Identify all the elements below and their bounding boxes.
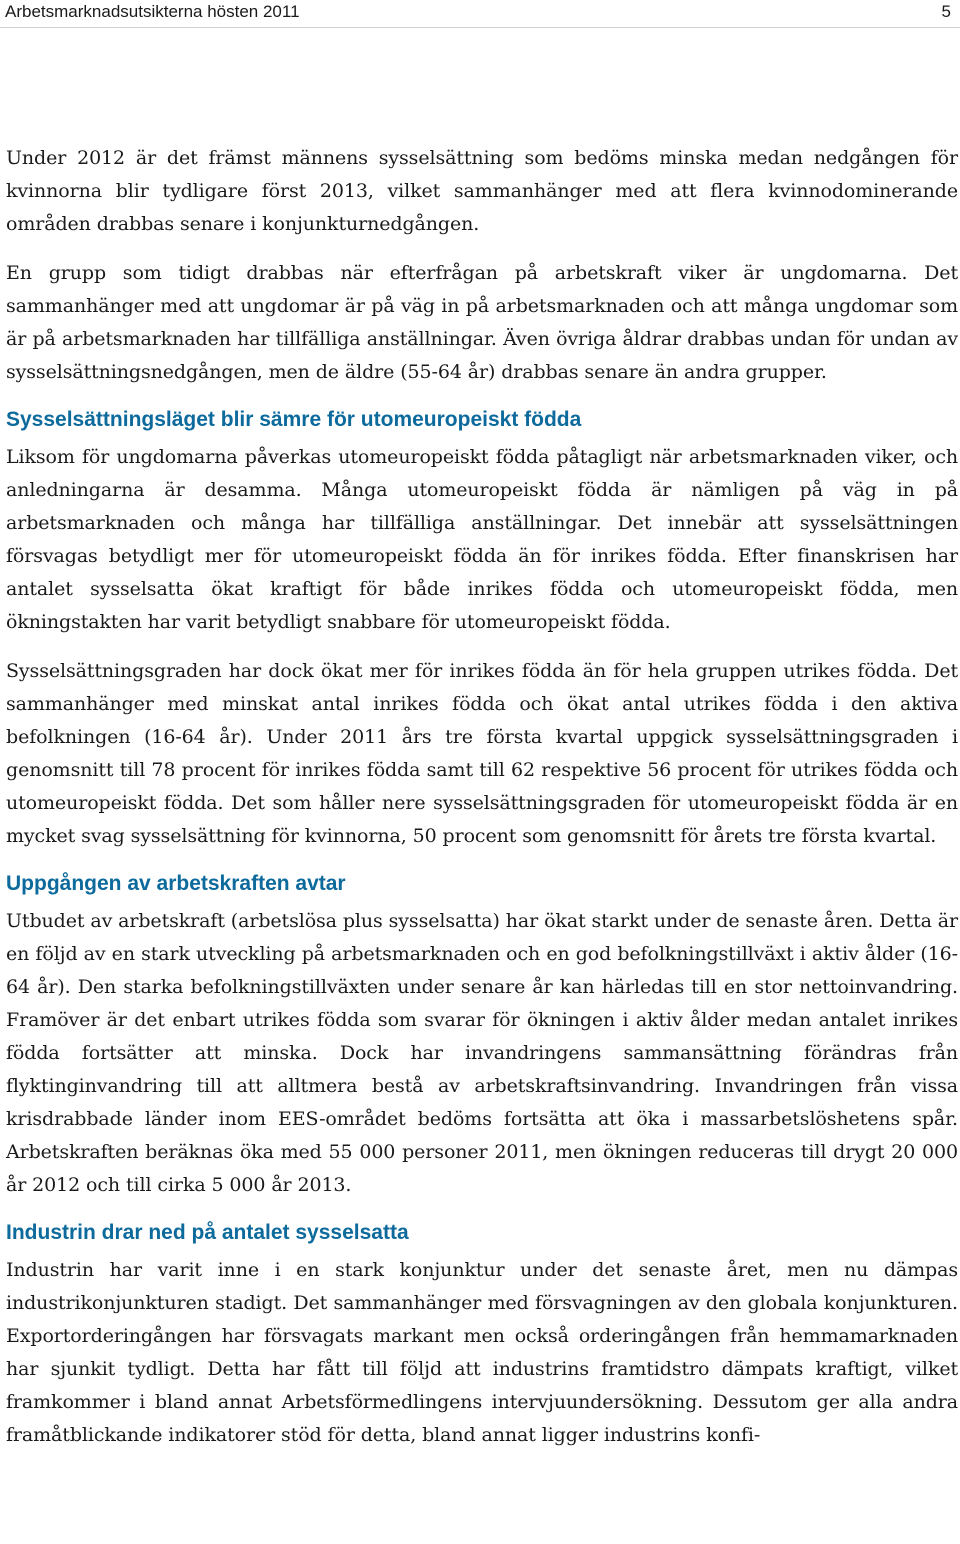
body-text [6, 142, 958, 1468]
header-divider [0, 27, 960, 28]
page-number: 5 [941, 2, 951, 21]
paragraph: En grupp som tidigt drabbas när efterfrågan på arbetskraft viker är ungdomarna. Det sammanhänger med att ungdomar är på väg in på arbetsmarknaden och att många ungdomar som är på arbetsmarknaden har tillfälliga anställningar. Även övriga åldrar drabbas undan för undan av sysselsättningsnedgången, men de äldre (55-64 år) drabbas senare än andra grupper. [6, 262, 958, 383]
paragraph: Utbudet av arbetskraft (arbetslösa plus sysselsatta) har ökat starkt under de senaste åren. Detta är en följd av en stark utveckling på arbetsmarknaden och en god befolkningstillväxt i aktiv ålder (16-64 år). Den starka befolkningstillväxten under senare år kan härledas till en stor nettoinvandring. Framöver är det enbart utrikes födda som svarar för ökningen i aktiv ålder medan antalet inrikes födda fortsätter att minska. Dock har invandringens sammansättning förändras från flyktinginvandring till att alltmera bestå av arbetskraftsinvandring. Invandringen från vissa krisdrabbade länder inom EES-området bedöms fortsätta att öka i massarbetslöshetens spår. Arbetskraften beräknas öka med 55 000 personer 2011, men ökningen reduceras till drygt 20 000 år 2012 och till cirka 5 000 år 2013. [6, 910, 958, 1196]
page-header [0, 0, 960, 26]
paragraph: Under 2012 är det främst männens sysselsättning som bedöms minska medan nedgången för kvinnorna blir tydligare först 2013, vilket sammanhänger med att flera kvinnodominerande områden drabbas senare i konjunkturnedgången. [6, 147, 958, 235]
section-heading: Uppgången av arbetskraften avtar [6, 872, 346, 895]
section-heading: Sysselsättningsläget blir sämre för utomeuropeiskt födda [6, 408, 582, 431]
section-heading: Industrin drar ned på antalet sysselsatta [6, 1221, 409, 1244]
document-title: Arbetsmarknadsutsikterna hösten 2011 [5, 2, 300, 21]
paragraph: Liksom för ungdomarna påverkas utomeuropeiskt födda påtagligt när arbetsmarknaden viker, och anledningarna är desamma. Många utomeuropeiskt födda är nämligen på väg in på arbetsmarknaden och många har tillfälliga anställningar. Det innebär att sysselsättningen försvagas betydligt mer för utomeuropeiskt födda än för inrikes födda. Efter finanskrisen har antalet sysselsatta ökat kraftigt för både inrikes födda och utomeuropeiskt födda, men ökningstakten har varit betydligt snabbare för utomeuropeiskt födda. [6, 446, 958, 633]
paragraph: Sysselsättningsgraden har dock ökat mer för inrikes födda än för hela gruppen utrikes födda. Det sammanhänger med minskat antal inrikes födda och ökat antal utrikes födda i den aktiva befolkningen (16-64 år). Under 2011 års tre första kvartal uppgick sysselsättningsgraden i genomsnitt till 78 procent för inrikes födda samt till 62 respektive 56 procent för utrikes födda och utomeuropeiskt födda. Det som håller nere sysselsättningsgraden för utomeuropeiskt födda är en mycket svag sysselsättning för kvinnorna, 50 procent som genomsnitt för årets tre första kvartal. [6, 660, 958, 847]
paragraph: Industrin har varit inne i en stark konjunktur under det senaste året, men nu dämpas industrikonjunkturen stadigt. Det sammanhänger med försvagningen av den globala konjunkturen. Exportorderingången har försvagats markant men också orderingången från hemmamarknaden har sjunkit tydligt. Detta har fått till följd att industrins framtidstro dämpats kraftigt, vilket framkommer i bland annat Arbetsförmedlingens intervjuundersökning. Dessutom ger alla andra framåtblickande indikatorer stöd för detta, bland annat ligger industrins konfi- [6, 1259, 958, 1446]
